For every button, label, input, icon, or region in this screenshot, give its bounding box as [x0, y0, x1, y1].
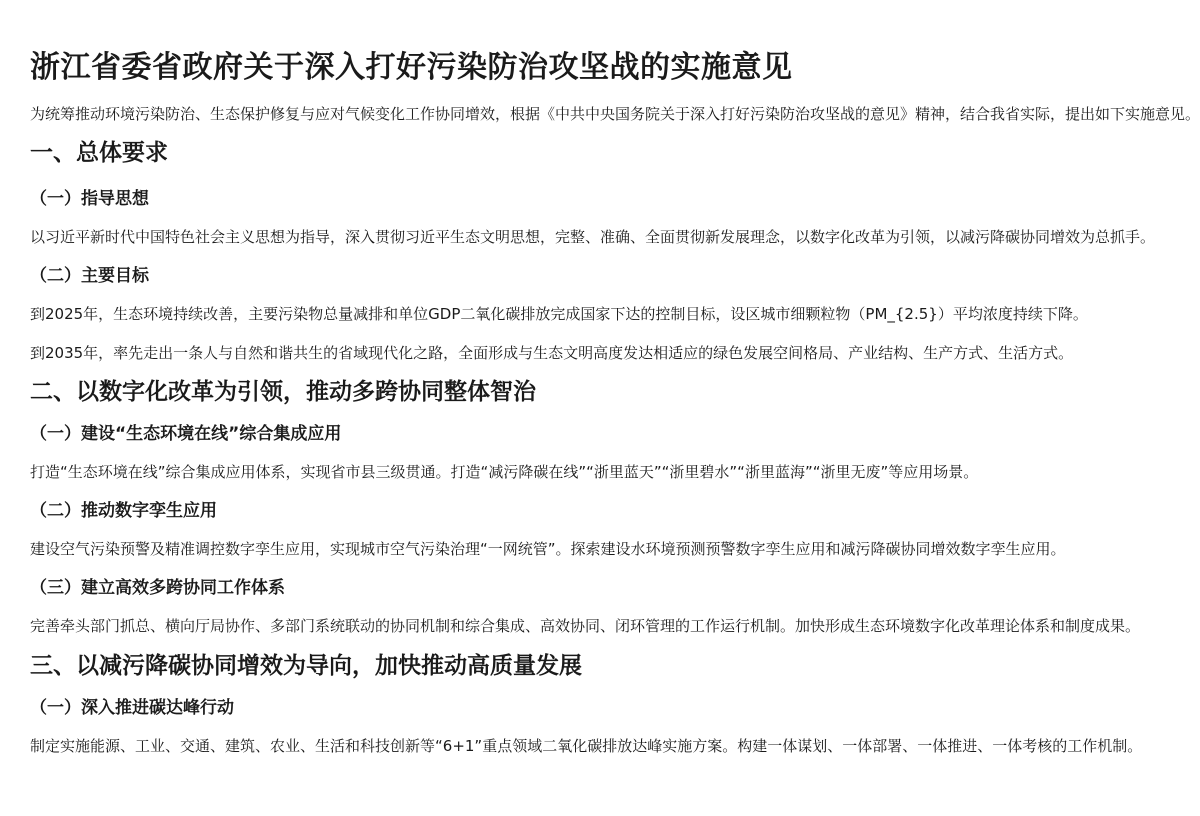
section-3-1-paragraph: 制定实施能源、工业、交通、建筑、农业、生活和科技创新等“6+1”重点领域二氧化碳排放达峰实施方案。构建一体谋划、一体部署、一体推进、一体考核的工作机制。 [30, 737, 1143, 755]
section-2-2-paragraph: 建设空气污染预警及精准调控数字孪生应用，实现城市空气污染治理“一网统管”。探索建设水环境预测预警数字孪生应用和减污降碳协同增效数字孪生应用。 [30, 540, 1066, 558]
section-2-heading: 二、以数字化改革为引领，推动多跨协同整体智治 [30, 379, 536, 405]
section-3-heading: 三、以减污降碳协同增效为导向，加快推动高质量发展 [30, 653, 582, 679]
section-1-2-paragraph-2: 到2035年，率先走出一条人与自然和谐共生的省域现代化之路，全面形成与生态文明高度发达相适应的绿色发展空间格局、产业结构、生产方式、生活方式。 [30, 344, 1074, 362]
section-1-2-heading: （二）主要目标 [30, 266, 149, 286]
section-2-1-heading: （一）建设“生态环境在线”综合集成应用 [30, 424, 342, 444]
intro-paragraph: 为统筹推动环境污染防治、生态保护修复与应对气候变化工作协同增效，根据《中共中央国务院关于深入打好污染防治攻坚战的意见》精神，结合我省实际，提出如下实施意见。 [30, 105, 1200, 123]
section-2-3-paragraph: 完善牵头部门抓总、横向厅局协作、多部门系统联动的协同机制和综合集成、高效协同、闭环管理的工作运行机制。加快形成生态环境数字化改革理论体系和制度成果。 [30, 617, 1141, 635]
section-2-1-paragraph: 打造“生态环境在线”综合集成应用体系，实现省市县三级贯通。打造“减污降碳在线”“浙里蓝天”“浙里碧水”“浙里蓝海”“浙里无废”等应用场景。 [30, 463, 979, 481]
section-1-1-paragraph: 以习近平新时代中国特色社会主义思想为指导，深入贯彻习近平生态文明思想，完整、准确、全面贯彻新发展理念，以数字化改革为引领，以减污降碳协同增效为总抓手。 [30, 228, 1156, 246]
section-2-2-heading: （二）推动数字孪生应用 [30, 501, 217, 521]
document-page [0, 48, 1200, 816]
section-3-1-heading: （一）深入推进碳达峰行动 [30, 698, 234, 718]
section-2-3-heading: （三）建立高效多跨协同工作体系 [30, 578, 285, 598]
section-1-2-paragraph-1: 到2025年，生态环境持续改善，主要污染物总量减排和单位GDP二氧化碳排放完成国家下达的控制目标，设区城市细颗粒物（PM_{2.5}）平均浓度持续下降。 [30, 305, 1088, 323]
section-1-1-heading: （一）指导思想 [30, 189, 149, 209]
document-title: 浙江省委省政府关于深入打好污染防治攻坚战的实施意见 [30, 50, 793, 85]
section-1-heading: 一、总体要求 [30, 140, 168, 166]
